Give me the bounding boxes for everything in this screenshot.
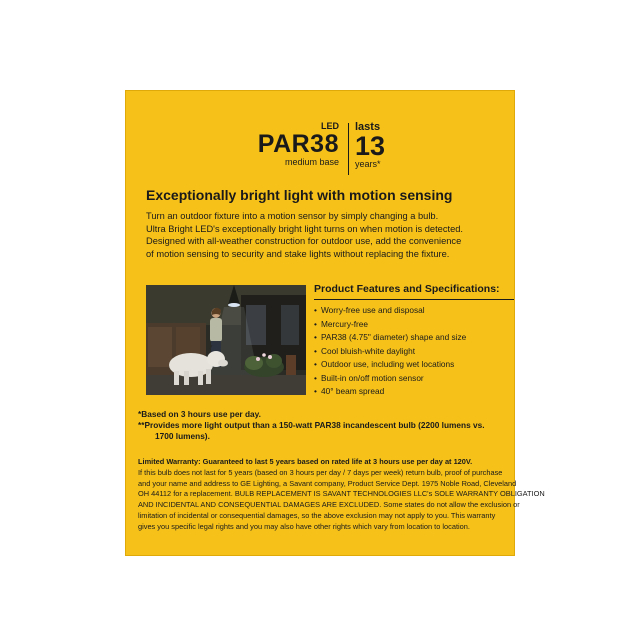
- features-section: [314, 283, 514, 399]
- feature-text: PAR38 (4.75" diameter) shape and size: [321, 332, 467, 342]
- feature-item: [314, 318, 514, 332]
- feature-item: [314, 304, 514, 318]
- warranty-line: limitation of incidental or consequential damages, so the above exclusion may not apply to you. This warranty: [138, 510, 496, 520]
- feature-text: Outdoor use, including wet locations: [321, 359, 455, 369]
- feature-text: Cool bluish-white daylight: [321, 345, 416, 356]
- warranty-line: and your name and address to GE Lighting, a Savant company, Product Service Dept. 1975 Noble Road, Cleveland: [138, 478, 517, 488]
- feature-item: [314, 345, 514, 359]
- package-panel: [125, 90, 545, 556]
- feature-item: [314, 331, 514, 345]
- headline: Exceptionally bright light with motion sensing: [146, 187, 453, 203]
- bullet-icon: •: [314, 359, 317, 369]
- warranty-title: Limited Warranty: Guaranteed to last 5 years based on rated life at 3 hours use per day at 120V.: [138, 457, 473, 466]
- years-label: years*: [355, 159, 381, 169]
- intro-line: Ultra Bright LED's exceptionally bright light turns on when motion is detected.: [146, 223, 463, 234]
- bullet-icon: •: [314, 372, 317, 383]
- model-label: PAR38: [257, 130, 339, 158]
- intro-line: Turn an outdoor fixture into a motion sensor by simply changing a bulb.: [146, 211, 439, 221]
- bullet-icon: •: [314, 318, 317, 329]
- bullet-icon: •: [314, 386, 317, 396]
- footnote: **Provides more light output than a 150-watt PAR38 incandescent bulb (2200 lumens vs.: [138, 420, 485, 430]
- intro-line: Designed with all-weather construction for outdoor use, add the convenience: [146, 236, 462, 246]
- feature-text: Mercury-free: [321, 318, 369, 329]
- lasts-label: lasts: [355, 121, 381, 133]
- bullet-icon: •: [314, 332, 317, 342]
- feature-text: Worry-free use and disposal: [321, 305, 425, 315]
- bullet-icon: •: [314, 345, 317, 356]
- intro-paragraph: [146, 210, 511, 260]
- feature-item: [314, 385, 514, 399]
- lifetime-block: [355, 121, 385, 169]
- footnote: 1700 lumens).: [155, 431, 210, 441]
- led-label: LED: [321, 121, 339, 131]
- feature-item: [314, 372, 514, 386]
- bullet-icon: •: [314, 305, 317, 315]
- footnotes: [138, 409, 513, 442]
- header-divider: [348, 123, 349, 175]
- warranty-line: AND INCIDENTAL AND CONSEQUENTIAL DAMAGES ARE EXCLUDED. Some states do not allow the exclusion or: [138, 500, 520, 510]
- footnote: *Based on 3 hours use per day.: [138, 409, 261, 419]
- warranty-line: OH 44112 for a replacement. BULB REPLACEMENT IS SAVANT TECHNOLOGIES LLC's SOLE WARRANTY OBLIGATION: [138, 489, 545, 499]
- warranty-line: gives you specific legal rights and you may also have other rights which vary from location to location.: [138, 521, 470, 531]
- lifestyle-photo-image: [146, 285, 306, 395]
- lifestyle-photo: [146, 285, 306, 395]
- years-number: 13: [355, 131, 386, 161]
- warranty-line: If this bulb does not last for 5 years (based on 3 hours per day / 7 days per week) return bulb, proof of purchase: [138, 467, 503, 477]
- feature-text: 40° beam spread: [321, 386, 385, 396]
- warranty-section: [138, 457, 545, 533]
- feature-text: Built-in on/off motion sensor: [321, 372, 424, 383]
- features-list: [314, 304, 514, 399]
- product-header: [126, 121, 514, 179]
- intro-line: of motion sensing to security and stake lights without replacing the fixture.: [146, 248, 450, 259]
- feature-item: [314, 358, 514, 372]
- base-label: medium base: [284, 157, 339, 167]
- product-type-block: [258, 121, 339, 167]
- features-title: Product Features and Specifications:: [314, 283, 514, 300]
